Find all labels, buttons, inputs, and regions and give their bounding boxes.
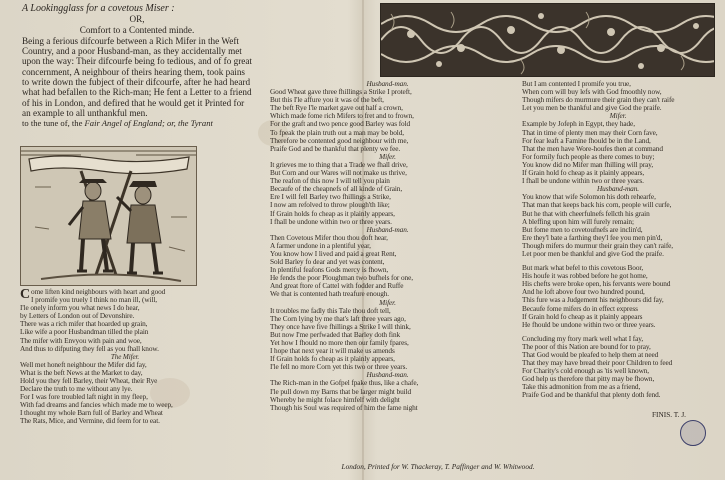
verse-line: I thought my whole Barn full of Barley and Wheat [20,408,163,418]
verse-line: And thus to difputing they fell as you fhall know. [20,343,159,353]
stanza [20,361,230,426]
verse-line: Declare the truth to me without any lye. [20,384,133,394]
verse-line: For the graft and two pence good Barley was fold [270,119,411,129]
woodcut-figures-icon [21,147,196,285]
verse-line: Let poor men be thankful and give God the praife. [522,248,664,258]
verse-line: Becaufe of the cheapnefs of all kinde of Grain, [270,184,403,194]
verse-line: I hope that next year it will make us amends [270,346,395,356]
ballad-title: A Lookingglass for a covetous Miser : [22,3,175,14]
speaker-heading: The Mifer. [110,352,140,361]
verse-line: For I was fore troubled laft night in my fleep, [20,392,148,402]
verse-line: They once have five fhillings a Strike I will think, [270,321,411,331]
verse-line: But mark what befel to this covetous Boor, [522,263,644,273]
verse-line: If Grain hold fo cheap as it plainly appears [522,311,643,321]
verse-line: Praife God and be thankful that plenty we fee. [270,143,401,153]
verse-line: For fear leaft a Famine fhould be in the Land, [522,135,651,145]
verse-line: I fhall be undone within two or three years. [270,216,392,226]
verse-line: This fure was a Judgement his neighbours did fay, [522,295,664,305]
library-stamp-icon [680,420,706,446]
verse-line: That God would be pleafed to help them at need [522,350,659,359]
speaker-heading: Husband-man. [366,370,409,380]
verse-line: That they may have bread their poor Children to feed [522,358,673,368]
verse-line: But he that with cheerfulnefs fellcth his grain [522,208,650,218]
ballad-subtitle: Comfort to a Contented minde. [79,24,195,35]
verse-line: I'le onely inform you what news I do hear, [20,303,140,313]
verse-line: I now am refolved to throw plough'th like; [270,200,390,210]
verse-line: Like wife a poor Husbandman tilled the plain [20,327,149,337]
verse-line: Good Wheat gave three fhillings a Strike I proteft, [270,87,412,97]
speaker-heading: Husband-man. [366,224,409,234]
verse-line: If Grain holds fo cheap as it plainly appears, [270,208,395,218]
verse-line: The reafon of this now I will tell you plain [270,176,390,186]
verse-line: Ere I will fell Barley two fhillings a Strike, [270,192,391,202]
finis-mark: FINIS. T. J. [652,410,686,419]
verse-line: For Charity's cold enough as 'tis well known, [522,366,650,376]
verse-line: It grieves me to thing that a Trade we fhall drive, [270,159,408,169]
verse-line: For formily fuch people as there comes to buy; [522,151,655,161]
verse-line: Though mifers do murmure their grain they can't raife [522,95,675,105]
verse-line: He fends the poor Ploughman two bufhels for one, [270,273,413,283]
verse-line: A farmer undone in a plentiful year, [270,240,371,250]
verse-line: That in time of plenty men may their Corn fave, [522,127,658,137]
verse-line: You know did no Mifer man fhilling will pray, [522,159,654,169]
verse-line: The Rats, Mice, and Vermine, did feem for to eat. [20,416,160,426]
speaker-heading: Husband-man. [597,184,639,194]
verse-line: God help us therefore that pitty may be fhown, [522,374,655,384]
verse-line: Well met honeft neighbour the Mifer did fay, [20,359,147,369]
verse-line: The Corn lying by me that's laft three years ago, [270,313,406,323]
verse-line: What is the beft News at the Market to day, [20,367,143,377]
verse-line: And he loft above four two hundred pound, [522,287,645,297]
verse-line: Example by Jofeph in Egypt, they hade, [522,119,635,129]
verse-line: I'le pull down my Barns that be larger might build [270,386,412,396]
verse-line: If Grain hold fo cheap as it plainly appears, [522,168,645,178]
verse-line: His chefts were broke open, his fervants were bound [522,279,671,289]
verse-line: There was a rich mifer that hoarded up grain, [20,319,148,329]
verse-line: He fhould be undone within two or three years. [522,319,656,329]
verse-line: Praife God and be thankful that plenty doth fend. [522,390,661,400]
stanza-opening [20,288,230,353]
verse-line: Which made fome rich Mifers to fret and to frown, [270,111,414,121]
speaker-heading: Mifer. [609,111,627,121]
verse-line: Then Covetous Mifer thou thou doft hear, [270,232,388,242]
verse-line: But Corn and our Wares will not make us thrive, [270,168,407,178]
verse-line: But I am contented I promife you true, [522,79,631,88]
printer-imprint: London, Printed for W. Thackeray, T. Paffinger and W. Whitwood. [341,462,535,471]
verse-line: To fpeak the plain truth out a man may be bold, [270,127,405,137]
verse-line: But fome men to covetoufnefs are inclin'd, [522,224,643,234]
verse-line: You know that wife Solomon his doth rehearfe, [522,192,656,202]
verse-line: Therefore be contented good neighbour with me, [270,135,409,145]
verse-line: It troubles me fadly this Tale thou doft tell, [270,305,391,315]
verse-line: But now I'me perfwaded that Barley doth fink [270,329,401,339]
floral-ornament-icon [381,4,714,76]
verse-line: Though his Soul was required of him the fame night [270,402,418,412]
verse-line: The beft Rye I'le market gave out half a crown, [270,103,403,113]
verse-line: Though mifers do murmur their grain they can't raife, [522,240,674,250]
left-column-text [20,288,230,426]
ballad-header [22,4,252,129]
speaker-heading: Mifer. [379,151,396,161]
title-or: OR, [129,14,145,25]
speaker-heading: Mifer. [379,297,396,307]
verse-line: That the men have Wore-houfes then at command [522,143,663,153]
verse-line: Sold Barley fo dear and yet was content, [270,257,385,267]
verse-line: But this I'le affure you it was of the beft, [270,95,384,105]
verse-line: Whereby he might folace himfelf with delight [270,394,400,404]
verse-line: Hold you they fell Barley, their Wheat, their Rye [20,375,158,385]
verse-line: I'le fell no more Corn yet this two or three years. [270,362,408,372]
verse-line: Ere they'l bate a farthing they'l fee you men pin'd, [522,232,663,242]
middle-column-text [270,80,505,412]
verse-line: Concluding my ftory mark well what I fay, [522,333,644,343]
right-column-text [522,80,714,400]
verse-line: You know how I lived and paid a great Rent, [270,248,397,258]
verse-line: When corn will buy lefs with God fmoothly now, [522,87,662,97]
verse-line: That man that keeps back his corn, people will curfe, [522,200,672,210]
verse-line: The mifer with Envyou with pain and woe, [20,335,142,345]
verse-line: Let you men be thankful and give God the praife. [522,103,662,113]
verse-line: If Grain holds fo cheap as it plainly appears, [270,354,395,364]
verse-line: I fhall be undone within two or three years. [522,176,644,186]
woodcut-illustration [20,146,197,286]
verse-line: Take this admonition from me as a friend, [522,382,641,392]
ornament-band [380,3,715,77]
verse-line: The Rich-man in the Gofpel fpake thus, like a chafe, [270,378,419,388]
verse-line: And great ftore of Cattel with fodder and Ruffe [270,281,404,291]
verse-line: A bleffing upon him will furely remain; [522,216,634,226]
drop-cap: C [20,287,31,302]
verse-line: With fad dreams and fancies which made me to weep, [20,400,173,410]
tune-line: to the tune of, the Fair Angel of England; or, the Tyrant [22,118,213,129]
verse-line: We that is contented hath treafure enough. [270,289,390,299]
speaker-heading: Husband-man. [366,79,409,88]
verse-line: ome liften kind neighbours with heart and good [31,287,166,296]
verse-line: Yet how I fhould no more then our family fpares, [270,338,409,347]
ballad-description: Being a ferious difcourfe between a Rich Mifer in the Weft Country, and a poor Husband-man, as they accidentally met upon the way: Their difcourfe being fo tedious, and of fo great concernment, A neighbour of theirs hearing them, took pains to write down the fubject of their difcourfe, after he had heard what had befallen to the Rich-man; He fent a Letter to a friend of his in London, and defired that he would get it Printed for an example to all unthankful men. [22,35,252,118]
verse-line: I promife you truely I think no man ill, (will, [31,295,158,305]
verse-line: Becaufe fome mifers do in effect express [522,303,638,313]
verse-line: In plentiful feafons Gods mercy is fhown, [270,265,389,275]
verse-line: The poor of this Nation are bound for to pray, [522,341,651,351]
verse-line: His houfe it was robbed before he got home, [522,271,648,281]
verse-line: by Letters of London out of Devonshire. [20,311,135,321]
